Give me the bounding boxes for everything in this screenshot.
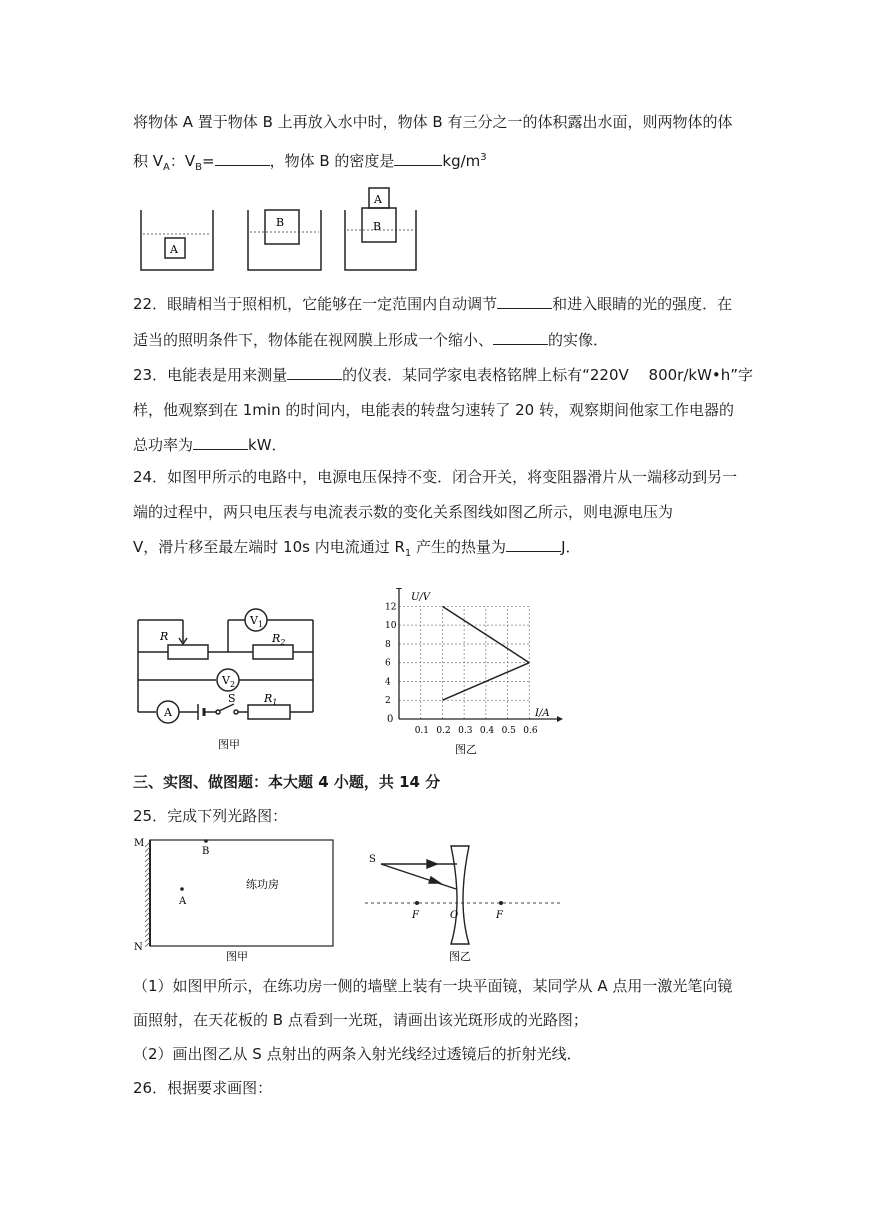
fig2-caption: 图乙 xyxy=(449,950,471,963)
beaker-1 xyxy=(141,210,213,270)
label-o: O xyxy=(450,910,459,921)
q26-title: 26．根据要求画图： xyxy=(133,1079,273,1097)
circuit-diagram xyxy=(128,600,328,760)
point-a xyxy=(180,887,184,891)
label-r: R xyxy=(160,630,169,643)
room-labels xyxy=(134,838,279,962)
q25-title: 25．完成下列光路图： xyxy=(133,807,288,825)
label-a: A xyxy=(374,193,382,206)
y-axis-label: U/V xyxy=(411,592,431,603)
incident-rays xyxy=(381,860,457,889)
beaker-2 xyxy=(248,210,321,270)
label-s: S xyxy=(369,854,376,865)
point-b xyxy=(204,839,208,843)
text-frag: ：V xyxy=(169,152,196,170)
answer-blank[interactable] xyxy=(497,293,552,309)
label-r1: $R_1$ xyxy=(264,692,278,707)
lens-labels xyxy=(369,854,504,963)
text-frag: 和进入眼睛的光的强度．在 xyxy=(552,295,733,313)
answer-blank[interactable] xyxy=(215,150,270,166)
label-v1: $V_1$ xyxy=(250,614,264,629)
text-frag: 积 V xyxy=(133,152,164,170)
label-n: N xyxy=(134,942,143,953)
label-ammeter: A xyxy=(164,706,172,719)
x-axis-label: I/A xyxy=(535,708,550,719)
x-tick-label: 0.6 xyxy=(523,726,538,736)
circuit-caption: 图甲 xyxy=(218,738,240,751)
label-f-right: F xyxy=(496,910,503,921)
y-tick-label: 10 xyxy=(385,621,397,632)
q23-line1 xyxy=(133,364,753,385)
q23-line3 xyxy=(133,434,287,455)
text-frag: V，滑片移至最左端时 10s 内电流通过 R xyxy=(133,538,405,556)
fig1-caption: 图甲 xyxy=(226,950,248,962)
subscript: 1 xyxy=(404,548,412,559)
q25-p1-line1: （1）如图甲所示，在练功房一侧的墙壁上装有一块平面镜，某同学从 A 点用一激光笔向镜 xyxy=(133,977,733,995)
q25-p2: （2）画出图乙从 S 点射出的两条入射光线经过透镜后的折射光线． xyxy=(133,1045,582,1063)
room-outline xyxy=(150,840,333,946)
y-tick-label: 2 xyxy=(385,696,391,707)
answer-blank[interactable] xyxy=(394,150,442,166)
q22-line2 xyxy=(133,329,608,350)
section-3-title: 三、实图、做图题：本大题 4 小题，共 14 分 xyxy=(133,773,441,791)
label-a: A xyxy=(170,243,178,256)
text-frag: ，物体 B 的密度是 xyxy=(269,152,395,170)
x-tick-label: 0.1 xyxy=(414,726,430,736)
answer-blank[interactable] xyxy=(287,364,342,380)
x-tick-label: 0.4 xyxy=(479,726,495,736)
x-tick-label: 0.3 xyxy=(458,726,473,736)
label-b: B xyxy=(276,216,285,229)
x-tick-label: 0.2 xyxy=(436,726,451,736)
text-frag: 23．电能表是用来测量 xyxy=(133,366,288,384)
y-tick-label: 6 xyxy=(385,658,391,669)
text-frag: 的实像． xyxy=(548,331,609,349)
y-tick-label: 8 xyxy=(385,639,391,650)
subscript: B xyxy=(195,162,203,173)
q25-p1-line2: 面照射，在天花板的 B 点看到一光斑，请画出该光斑形成的光路图； xyxy=(133,1011,588,1029)
circuit-labels xyxy=(159,614,285,719)
label-r2: $R_2$ xyxy=(272,632,286,647)
label-switch: S xyxy=(228,692,236,705)
practice-room-figure xyxy=(128,832,348,962)
focal-point-right xyxy=(499,901,503,905)
text-frag: 产生的热量为 xyxy=(411,538,507,556)
label-b: B xyxy=(373,220,382,233)
graph-grid xyxy=(399,606,529,719)
q21-line2 xyxy=(133,148,487,178)
label-a: A xyxy=(179,896,187,907)
answer-blank[interactable] xyxy=(493,329,548,345)
lens-figure xyxy=(365,840,560,965)
answer-blank[interactable] xyxy=(193,434,248,450)
text-frag: 总功率为 xyxy=(133,436,194,454)
text-frag: 的仪表．某同学家电表格铭牌上标有“220V 800r/kW•h”字 xyxy=(342,366,754,384)
subscript: A xyxy=(163,162,170,173)
superscript: 3 xyxy=(480,152,487,163)
q23-line2: 样，他观察到在 1min 的时间内，电能表的转盘匀速转了 20 转，观察期间他家工作电器的 xyxy=(133,401,734,419)
label-v2: $V_2$ xyxy=(222,674,236,689)
x-tick-label: 0.5 xyxy=(501,726,516,736)
text-frag: kg/m xyxy=(442,152,481,170)
text-frag: = xyxy=(202,152,215,170)
graph-caption: 图乙 xyxy=(455,743,477,756)
label-b: B xyxy=(202,846,210,857)
ui-graph xyxy=(375,588,575,758)
answer-blank[interactable] xyxy=(506,536,561,552)
q21-line1: 将物体 A 置于物体 B 上再放入水中时，物体 B 有三分之一的体积露出水面，则两物体的体 xyxy=(133,113,733,131)
label-room: 练功房 xyxy=(246,878,279,891)
text-frag: J． xyxy=(561,538,581,556)
y-tick-label: 12 xyxy=(385,602,397,613)
text-frag: 适当的照明条件下，物体能在视网膜上形成一个缩小、 xyxy=(133,331,494,349)
origin-label: 0 xyxy=(387,714,394,725)
label-f-left: F xyxy=(412,910,419,921)
q24-line2: 端的过程中，两只电压表与电流表示数的变化关系图线如图乙所示，则电源电压为 xyxy=(133,503,674,521)
buoyancy-figure xyxy=(133,182,423,274)
y-tick-label: 4 xyxy=(385,677,391,688)
q24-line3 xyxy=(133,536,581,564)
x-axis-arrow xyxy=(557,716,563,722)
label-m: M xyxy=(134,838,145,849)
q22-line1 xyxy=(133,293,732,314)
text-frag: 22．眼睛相当于照相机，它能够在一定范围内自动调节 xyxy=(133,295,498,313)
q24-line1: 24．如图甲所示的电路中，电源电压保持不变．闭合开关，将变阻器滑片从一端移动到另一 xyxy=(133,468,738,486)
concave-lens xyxy=(451,846,469,944)
focal-point-left xyxy=(415,901,419,905)
text-frag: kW． xyxy=(248,436,287,454)
y-axis-arrow xyxy=(396,588,402,589)
